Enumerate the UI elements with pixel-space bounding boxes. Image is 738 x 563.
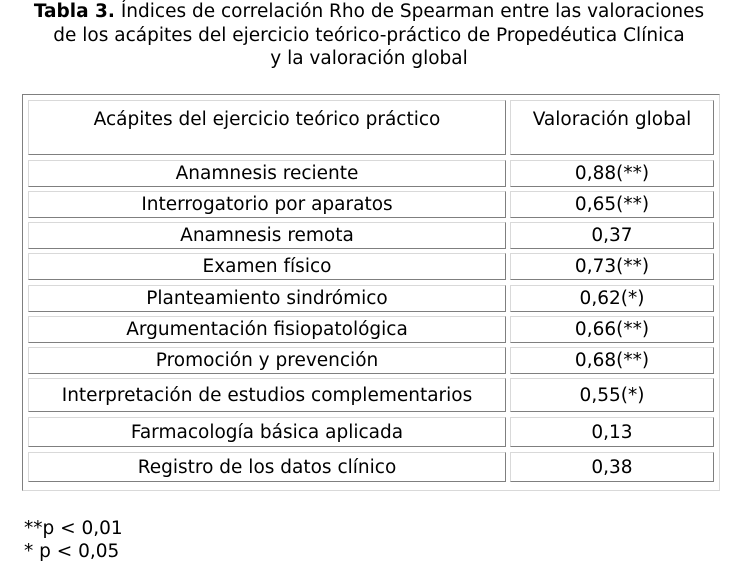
table-row-3-label: Anamnesis remota (28, 222, 506, 249)
caption-label: Tabla 3. (33, 1, 115, 22)
table-row-2-label: Interrogatorio por aparatos (28, 191, 506, 218)
table-caption (0, 0, 738, 71)
table-row-10-label: Registro de los datos clínico (28, 452, 506, 482)
caption-line-1 (0, 0, 738, 24)
table-row-4-value: 0,73(**) (510, 253, 714, 280)
table-row-6-value: 0,66(**) (510, 316, 714, 343)
table-row-8-value: 0,55(*) (510, 378, 714, 412)
table-footnotes (24, 517, 123, 563)
header-cell-section: Acápites del ejercicio teórico práctico (28, 100, 506, 155)
table-row-10-value: 0,38 (510, 452, 714, 482)
table-row-9-label: Farmacología básica aplicada (28, 417, 506, 447)
caption-title-part-1: Índices de correlación Rho de Spearman entre las valoraciones (120, 1, 705, 22)
table-row-6-label: Argumentación fisiopatológica (28, 316, 506, 343)
table-row-9-value: 0,13 (510, 417, 714, 447)
footnote-p001: **p < 0,01 (24, 518, 123, 539)
table-row-7-value: 0,68(**) (510, 347, 714, 374)
table-row-5-value: 0,62(*) (510, 285, 714, 312)
table-row-8-label: Interpretación de estudios complementarios (28, 378, 506, 412)
footnote-p005: * p < 0,05 (24, 541, 120, 562)
table-row-7-label: Promoción y prevención (28, 347, 506, 374)
header-cell-global-score: Valoración global (510, 100, 714, 155)
table-row-4-label: Examen físico (28, 253, 506, 280)
table-row-1-label: Anamnesis reciente (28, 160, 506, 187)
table-row-2-value: 0,65(**) (510, 191, 714, 218)
table-row-1-value: 0,88(**) (510, 160, 714, 187)
correlation-table (22, 94, 720, 491)
caption-line-2: de los acápites del ejercicio teórico-práctico de Propedéutica Clínica (53, 24, 685, 46)
table-row-5-label: Planteamiento sindrómico (28, 285, 506, 312)
table-row-3-value: 0,37 (510, 222, 714, 249)
caption-line-3: y la valoración global (270, 48, 468, 69)
